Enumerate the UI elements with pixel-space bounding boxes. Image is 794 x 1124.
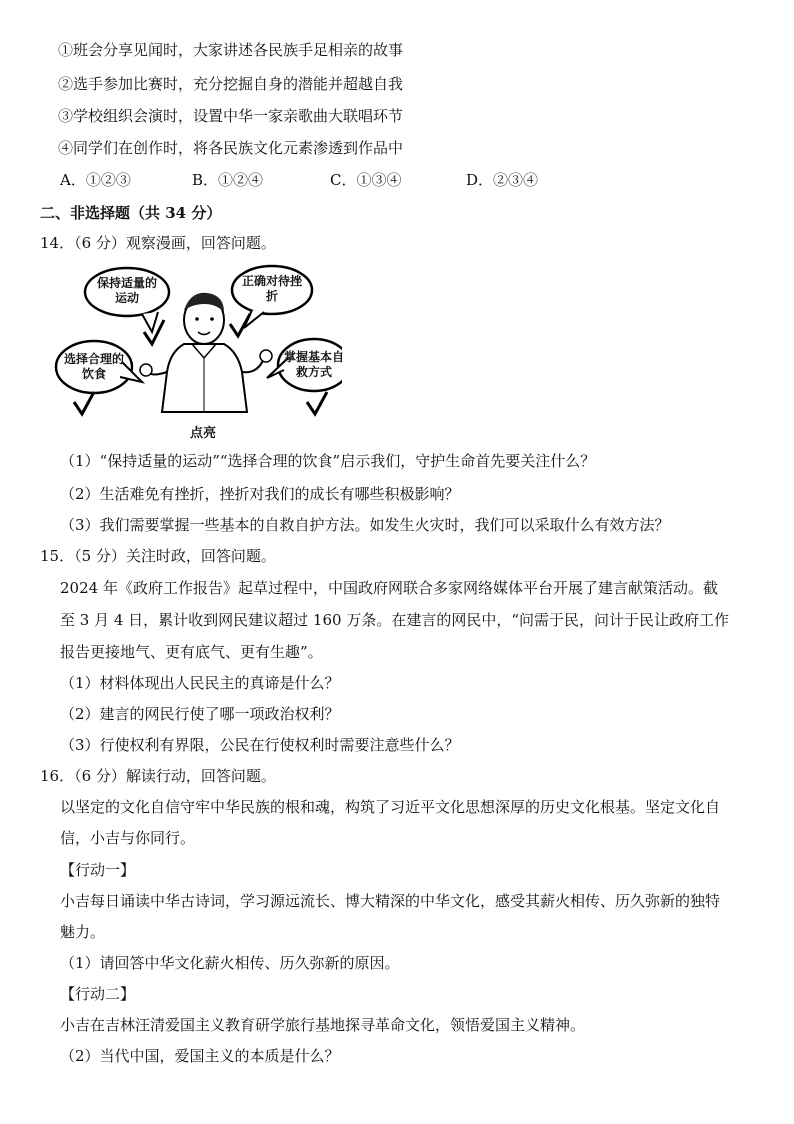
q13-item-3: ③学校组织会演时，设置中华一家亲歌曲大联唱环节	[58, 107, 404, 125]
q16-header: 16．（6 分）解读行动，回答问题。	[40, 767, 276, 785]
q15-sub-2: （2）建言的网民行使了哪一项政治权利？	[60, 705, 340, 723]
q13-option-b: B．①②④	[192, 171, 264, 189]
q13-option-a: A．①②③	[60, 171, 131, 189]
q13-option-d: D．②③④	[466, 171, 539, 189]
q14-sub-2: （2）生活难免有挫折，挫折对我们的成长有哪些积极影响？	[60, 485, 460, 503]
bubble-diet: 选择合理的饮食	[64, 352, 125, 381]
q13-item-4: ④同学们在创作时，将各民族文化元素渗透到作品中	[58, 139, 404, 157]
q15-header: 15．（5 分）关注时政，回答问题。	[40, 547, 276, 565]
q13-item-1: ①班会分享见闻时，大家讲述各民族手足相亲的故事	[58, 41, 404, 59]
cartoon-illustration	[52, 262, 345, 442]
q15-sub-3: （3）行使权利有界限，公民在行使权利时需要注意些什么？	[60, 736, 460, 754]
bubble-setbacks: 正确对待挫折	[242, 274, 303, 303]
bubble-self-rescue: 掌握基本自救方式	[284, 350, 345, 379]
q15-material-line-1: 2024 年《政府工作报告》起草过程中，中国政府网联合多家网络媒体平台开展了建言献策活动。截	[60, 579, 718, 597]
q15-material-line-2: 至 3 月 4 日，累计收到网民建议超过 160 万条。在建言的网民中，“问需于民，问计于民让政府工作	[60, 611, 729, 629]
q14-sub-1: （1）“保持适量的运动”“选择合理的饮食”启示我们，守护生命首先要关注什么？	[60, 452, 596, 470]
q13-option-c: C．①③④	[330, 171, 402, 189]
q14-sub-3: （3）我们需要掌握一些基本的自救自护方法。如发生火灾时，我们可以采取什么有效方法？	[60, 516, 670, 534]
q16-sub-1: （1）请回答中华文化薪火相传、历久弥新的原因。	[60, 954, 400, 972]
q14-header: 14．（6 分）观察漫画，回答问题。	[40, 234, 276, 252]
q15-sub-1: （1）材料体现出人民民主的真谛是什么？	[60, 674, 340, 692]
q16-action1-line-2: 魅力。	[60, 923, 106, 941]
q16-intro-line-1: 以坚定的文化自信守牢中华民族的根和魂，构筑了习近平文化思想深厚的历史文化根基。坚定文化自	[60, 798, 721, 816]
q16-action2-text: 小吉在吉林汪清爱国主义教育研学旅行基地探寻革命文化，领悟爱国主义精神。	[60, 1016, 586, 1034]
q16-action1-title: 【行动一】	[60, 861, 136, 879]
q13-item-2: ②选手参加比赛时，充分挖掘自身的潜能并超越自我	[58, 75, 404, 93]
section-title: 二、非选择题（共 34 分）	[40, 204, 222, 222]
q16-intro-line-2: 信，小吉与你同行。	[60, 829, 196, 847]
bubble-exercise: 保持适量的运动	[97, 276, 158, 305]
q16-action1-line-1: 小吉每日诵读中华古诗词，学习源远流长、博大精深的中华文化，感受其薪火相传、历久弥新的独特	[60, 892, 721, 910]
q16-sub-2: （2）当代中国，爱国主义的本质是什么？	[60, 1047, 340, 1065]
q16-action2-title: 【行动二】	[60, 985, 136, 1003]
cartoon-caption: 点亮	[190, 426, 217, 441]
q15-material-line-3: 报告更接地气、更有底气、更有生趣”。	[60, 643, 323, 661]
